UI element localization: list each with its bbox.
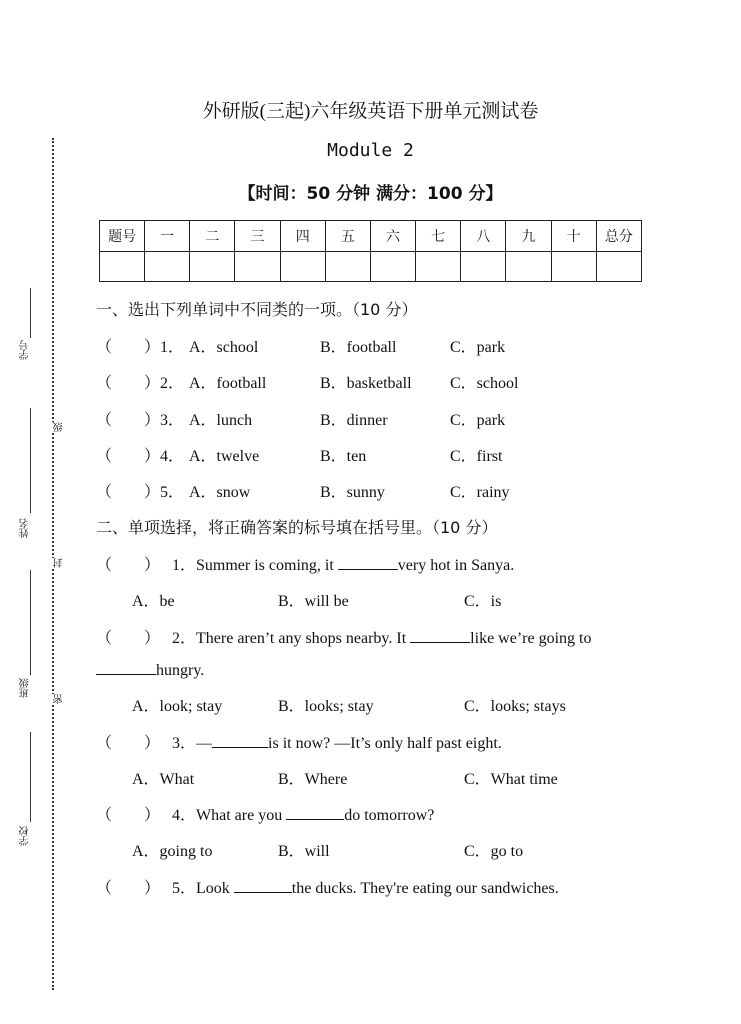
score-header-cell: 三 bbox=[235, 221, 280, 252]
question-text: 5．Look bbox=[172, 880, 234, 897]
answer-blank[interactable] bbox=[234, 878, 292, 893]
section1-item-1 bbox=[96, 334, 656, 354]
school-label: 学校 bbox=[20, 826, 31, 846]
answer-paren[interactable]: （ ） bbox=[96, 557, 161, 574]
student-id-line bbox=[30, 288, 31, 338]
option-c: C．looks; stays bbox=[464, 698, 566, 715]
option-b: B．dinner bbox=[320, 412, 388, 429]
score-entry-cell[interactable] bbox=[461, 251, 506, 282]
answer-paren[interactable]: （ ） bbox=[96, 484, 161, 501]
option-a: A．look; stay bbox=[132, 698, 223, 715]
score-header-cell: 四 bbox=[280, 221, 325, 252]
option-b: B．Where bbox=[278, 771, 348, 788]
question-text-cont: hungry. bbox=[156, 662, 205, 679]
score-header-cell: 二 bbox=[190, 221, 235, 252]
answer-paren[interactable]: （ ） bbox=[96, 375, 161, 392]
answer-paren[interactable]: （ ） bbox=[96, 807, 161, 824]
option-c: C．first bbox=[450, 448, 503, 465]
option-c: C．go to bbox=[464, 843, 524, 860]
answer-paren[interactable]: （ ） bbox=[96, 412, 161, 429]
score-entry-cell[interactable] bbox=[370, 251, 415, 282]
section1-item-3 bbox=[96, 407, 656, 427]
section2-heading: 二、单项选择，将正确答案的标号填在括号里。（10 分） bbox=[96, 518, 498, 537]
section2-question-5 bbox=[96, 875, 559, 898]
section2-question-2-line2 bbox=[96, 660, 204, 680]
score-table bbox=[99, 220, 642, 282]
option-b: B．basketball bbox=[320, 375, 412, 392]
option-a: A．be bbox=[132, 593, 175, 610]
answer-blank[interactable] bbox=[286, 805, 344, 820]
option-b: B．sunny bbox=[320, 484, 385, 501]
score-entry-row bbox=[100, 251, 642, 282]
option-b: B．will bbox=[278, 843, 330, 860]
question-text: 3．— bbox=[172, 735, 213, 752]
option-c: C．school bbox=[450, 375, 519, 392]
seal-mark-mi: 密 bbox=[54, 694, 65, 704]
score-entry-cell[interactable] bbox=[325, 251, 370, 282]
option-b: B．will be bbox=[278, 593, 349, 610]
section2-question-1 bbox=[96, 552, 514, 575]
score-entry-cell[interactable] bbox=[235, 251, 280, 282]
score-header-cell: 十 bbox=[551, 221, 596, 252]
item-number: 4． bbox=[160, 448, 185, 465]
option-c: C．park bbox=[450, 339, 506, 356]
score-entry-cell[interactable] bbox=[190, 251, 235, 282]
student-id-label: 学号 bbox=[20, 340, 31, 360]
score-header-cell: 六 bbox=[370, 221, 415, 252]
score-entry-cell[interactable] bbox=[551, 251, 596, 282]
answer-paren[interactable]: （ ） bbox=[96, 339, 161, 356]
section2-q3-options bbox=[132, 766, 592, 786]
school-line bbox=[30, 732, 31, 822]
option-a: A．twelve bbox=[189, 448, 260, 465]
question-text-cont: do tomorrow? bbox=[344, 807, 435, 824]
seal-mark-ji: 级 bbox=[54, 422, 65, 432]
answer-paren[interactable]: （ ） bbox=[96, 448, 161, 465]
item-number: 2． bbox=[160, 375, 185, 392]
option-c: C．is bbox=[464, 593, 502, 610]
score-header-cell: 五 bbox=[325, 221, 370, 252]
option-c: C．rainy bbox=[450, 484, 510, 501]
exam-meta: 【时间：50 分钟 满分：100 分】 bbox=[238, 184, 503, 204]
class-label: 班级 bbox=[20, 678, 31, 698]
answer-paren[interactable]: （ ） bbox=[96, 735, 161, 752]
option-b: B．football bbox=[320, 339, 397, 356]
class-line bbox=[30, 570, 31, 675]
name-line bbox=[30, 408, 31, 513]
exam-title: 外研版(三起)六年级英语下册单元测试卷 bbox=[202, 101, 539, 122]
section1-heading: 一、选出下列单词中不同类的一项。（10 分） bbox=[96, 300, 418, 319]
section1-item-2 bbox=[96, 370, 656, 390]
score-entry-cell[interactable] bbox=[145, 251, 190, 282]
score-header-cell: 七 bbox=[416, 221, 461, 252]
section1-item-5 bbox=[96, 479, 656, 499]
score-header-cell: 总分 bbox=[596, 221, 641, 252]
score-header-cell: 九 bbox=[506, 221, 551, 252]
option-b: B．looks; stay bbox=[278, 698, 374, 715]
section1-item-4 bbox=[96, 443, 656, 463]
score-entry-cell[interactable] bbox=[596, 251, 641, 282]
item-number: 1． bbox=[160, 339, 185, 356]
option-a: A．school bbox=[189, 339, 259, 356]
question-text-cont: the ducks. They're eating our sandwiches. bbox=[291, 880, 559, 897]
option-a: A．lunch bbox=[189, 412, 253, 429]
name-label: 姓名 bbox=[20, 518, 31, 538]
section2-question-3 bbox=[96, 730, 502, 753]
score-header-row bbox=[100, 221, 642, 252]
answer-blank[interactable] bbox=[96, 660, 156, 675]
answer-blank[interactable] bbox=[212, 733, 268, 748]
question-text-cont: like we’re going to bbox=[470, 630, 592, 647]
question-text: 1．Summer is coming, it bbox=[172, 557, 338, 574]
section2-q4-options bbox=[132, 838, 592, 858]
question-text: 2．There aren’t any shops nearby. It bbox=[172, 630, 411, 647]
score-entry-cell[interactable] bbox=[280, 251, 325, 282]
option-c: C．What time bbox=[464, 771, 558, 788]
seal-mark-feng: 封 bbox=[54, 558, 65, 568]
question-text: 4．What are you bbox=[172, 807, 287, 824]
item-number: 5． bbox=[160, 484, 185, 501]
score-entry-cell[interactable] bbox=[416, 251, 461, 282]
answer-blank[interactable] bbox=[338, 555, 398, 570]
option-b: B．ten bbox=[320, 448, 367, 465]
score-entry-cell[interactable] bbox=[100, 251, 145, 282]
score-header-cell: 一 bbox=[145, 221, 190, 252]
option-a: A．snow bbox=[189, 484, 251, 501]
option-a: A．What bbox=[132, 771, 195, 788]
question-text-cont: very hot in Sanya. bbox=[397, 557, 515, 574]
section2-question-4 bbox=[96, 802, 434, 825]
module-title: Module 2 bbox=[327, 140, 414, 161]
answer-paren[interactable]: （ ） bbox=[96, 630, 161, 647]
question-text-cont: is it now? —It’s only half past eight. bbox=[268, 735, 502, 752]
option-a: A．football bbox=[189, 375, 267, 392]
score-entry-cell[interactable] bbox=[506, 251, 551, 282]
option-c: C．park bbox=[450, 412, 506, 429]
option-a: A．going to bbox=[132, 843, 213, 860]
section2-question-2 bbox=[96, 625, 591, 648]
score-header-cell: 题号 bbox=[100, 221, 145, 252]
item-number: 3． bbox=[160, 412, 185, 429]
section2-q2-options bbox=[132, 693, 592, 713]
answer-paren[interactable]: （ ） bbox=[96, 880, 161, 897]
answer-blank[interactable] bbox=[410, 628, 470, 643]
score-header-cell: 八 bbox=[461, 221, 506, 252]
section2-q1-options bbox=[132, 588, 552, 608]
